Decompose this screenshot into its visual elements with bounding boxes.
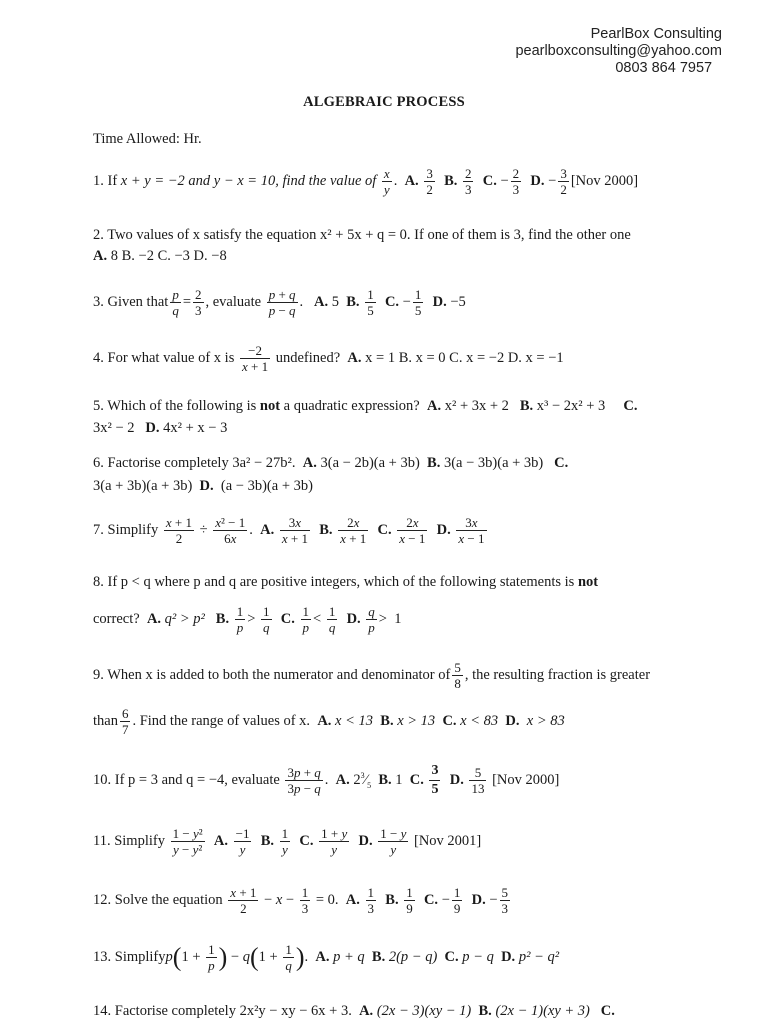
company-email: pearlboxconsulting@yahoo.com	[515, 43, 722, 59]
question-8-options: correct? A. q² > p² B. $\frac{1}{p}$ > $\frac{1}{q}$ C. $\frac{1}{p}$ < $\frac{1}{q}$ D. $\frac{q}{p}$ > 1	[93, 604, 402, 635]
question-5-cont: 3x² − 2 D. 4x² + x − 3	[93, 420, 228, 436]
company-name: PearlBox Consulting	[590, 26, 722, 42]
question-2-options: A. 8 B. −2 C. −3 D. −8	[93, 248, 227, 264]
question-9-options: than $\frac{6}{7}$ . Find the range of values of x. A. x < 13 B. x > 13 C. x < 83 D. x > 83	[93, 706, 565, 737]
question-3: 3. Given that $\frac{p}{q}$ = $\frac{2}{3}$ , evaluate $\frac{p + q}{p - q}$ . A. 5 B. $\frac{1}{5}$ C. − $\frac{1}{5}$ D. −5	[93, 287, 466, 318]
question-11: 11. Simplify $\frac{\text{1 − y²}}{\text{y − y²}}$ A. $\frac{-1}{y}$ B. $\frac{1}{y}$ C. $\frac{1 + y}{y}$ D. $\frac{1 - y}{y}$ [Nov 2001]	[93, 826, 482, 857]
q1-source: [Nov 2000]	[570, 172, 639, 189]
question-10: 10. If p = 3 and q = −4, evaluate $\frac{3p + q}{3p - q}$ . A. $2^3⁄_5$ B. 1 C. $\frac{3}{5}$ D. $\frac{5}{13}$ [Nov 2000]	[93, 763, 560, 797]
header	[515, 26, 722, 77]
question-6: 6. Factorise completely 3a² − 27b². A. 3(a − 2b)(a + 3b) B. 3(a − 3b)(a + 3b) C.	[93, 455, 569, 471]
question-13: 13. Simplifyp(1 + $\frac{1}{p}$ ) − q(1 + $\frac{1}{q}$ ). A. p + q B. 2(p − q) C. p − q D. p² − q²	[93, 942, 560, 973]
question-12: 12. Solve the equation $\frac{x + 1}{2}$ − x − $\frac{1}{3}$ = 0. A. $\frac{1}{3}$ B. $\frac{1}{9}$ C. − $\frac{1}{9}$ D. − $\frac{5}{3}$	[93, 885, 509, 916]
question-7: 7. Simplify $\frac{x + 1}{2}$ ÷ $\frac{\text{x² − 1}}{6x}$ . A. $\frac{3x}{x + 1}$ B. $\frac{2x}{x + 1}$ C. $\frac{2x}{x - 1}$ D. $\frac{3x}{x - 1}$	[93, 515, 485, 546]
time-allowed: Time Allowed: Hr.	[93, 131, 202, 147]
question-6-cont: 3(a + 3b)(a + 3b) D. (a − 3b)(a + 3b)	[93, 478, 313, 494]
question-2: 2. Two values of x satisfy the equation x² + 5x + q = 0. If one of them is 3, find the other one	[93, 227, 631, 243]
question-1: 1. If x + y = −2 and y − x = 10, find the value of $\frac{x}{y}$ . A. $\frac{3}{2}$ B. $\frac{2}{3}$ C. − $\frac{2}{3}$ D. − $\frac{3}{2}$ [Nov 2000]	[93, 166, 639, 197]
page-title: ALGEBRAIC PROCESS	[303, 94, 465, 110]
q11-source: [Nov 2001]	[413, 832, 482, 849]
question-4: 4. For what value of x is $\frac{-2}{x + 1}$ undefined? A. x = 1 B. x = 0 C. x = −2 D. x = −1	[93, 343, 564, 374]
question-8: 8. If p < q where p and q are positive integers, which of the following statements is not	[93, 574, 599, 590]
question-14: 14. Factorise completely 2x²y − xy − 6x + 3. A. (2x − 3)(xy − 1) B. (2x − 1)(xy + 3) C.	[93, 1003, 615, 1019]
question-9: 9. When x is added to both the numerator and denominator of $\frac{5}{8}$ , the resulting fraction is greater	[93, 660, 651, 691]
question-5: 5. Which of the following is not a quadratic expression? A. x² + 3x + 2 B. x³ − 2x² + 3 C.	[93, 398, 638, 414]
company-phone: 0803 864 7957	[615, 60, 713, 76]
q10-source: [Nov 2000]	[492, 771, 560, 788]
